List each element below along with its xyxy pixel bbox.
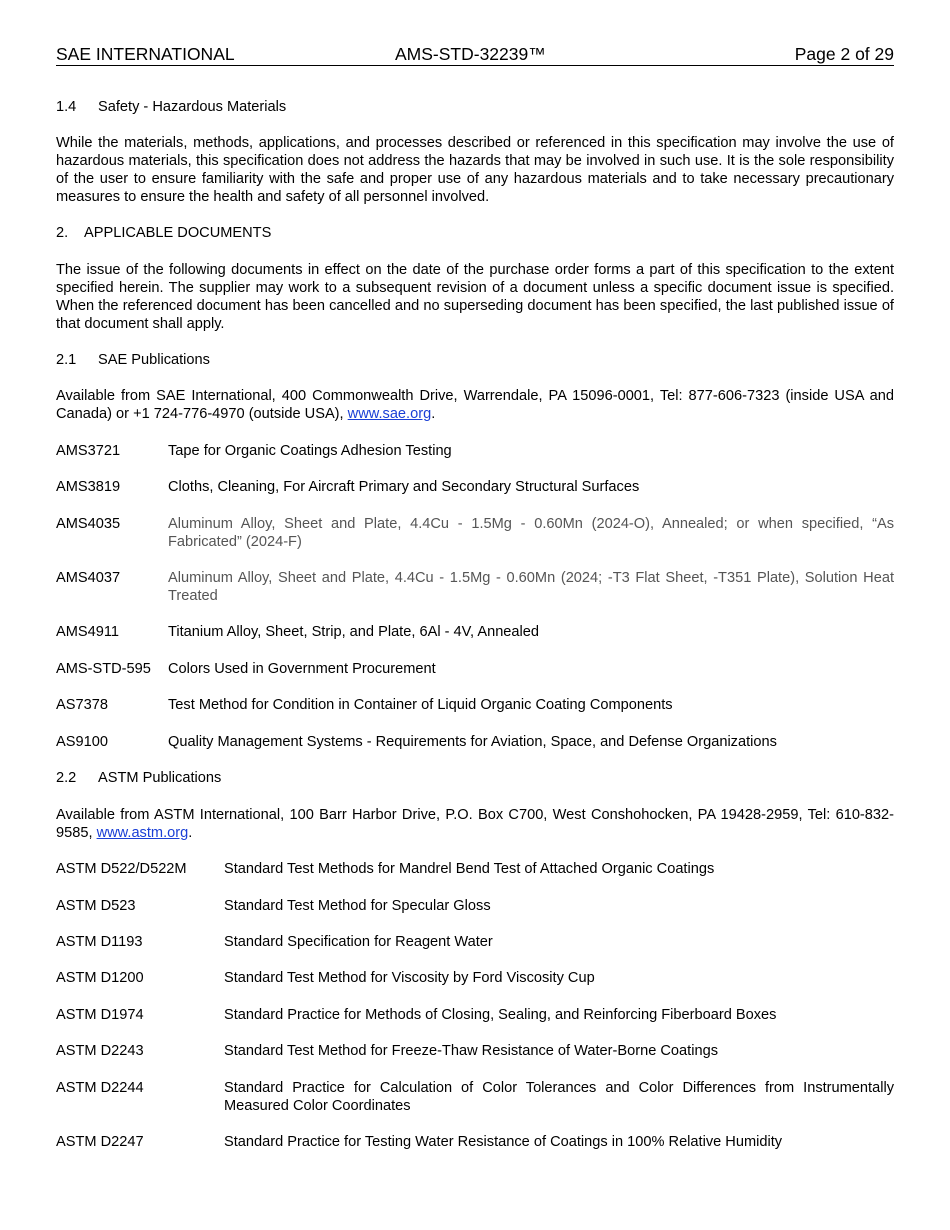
reference-code: AS9100	[56, 734, 108, 750]
sae-website-link[interactable]: www.sae.org	[347, 406, 432, 422]
page-header	[56, 44, 894, 66]
section-heading-2	[56, 224, 894, 242]
reference-title: Titanium Alloy, Sheet, Strip, and Plate, 6Al - 4V, Annealed	[168, 624, 540, 640]
reference-entry	[56, 478, 894, 496]
reference-entry	[56, 1042, 894, 1060]
reference-entry	[56, 660, 894, 678]
reference-code: AMS4911	[56, 624, 120, 640]
reference-code: AS7378	[56, 697, 108, 713]
reference-title: Standard Test Methods for Mandrel Bend Test of Attached Organic Coatings	[224, 861, 715, 877]
astm-availability-text	[56, 806, 894, 842]
reference-entry	[56, 1006, 894, 1024]
reference-code: AMS4035	[56, 516, 121, 532]
reference-title: Standard Test Method for Viscosity by Ford Viscosity Cup	[224, 970, 595, 986]
reference-entry	[56, 897, 894, 915]
reference-code: AMS3819	[56, 479, 121, 495]
reference-title: Aluminum Alloy, Sheet and Plate, 4.4Cu - 1.5Mg - 0.60Mn (2024; -T3 Flat Sheet, -T351 Plate), Solution Heat Treated	[168, 570, 894, 604]
sae-availability-body: Available from SAE International, 400 Commonwealth Drive, Warrendale, PA 15096-0001, Tel: 877-606-7323 (inside USA and Canada) or +1 724-776-4970 (outside USA),	[56, 388, 894, 422]
reference-entry	[56, 696, 894, 714]
reference-title: Quality Management Systems - Requirements for Aviation, Space, and Defense Organizations	[168, 734, 777, 750]
reference-entry	[56, 442, 894, 460]
sae-availability-end: .	[431, 406, 436, 422]
reference-code: AMS-STD-595	[56, 661, 151, 677]
reference-code: ASTM D1193	[56, 934, 143, 950]
reference-title: Standard Practice for Methods of Closing, Sealing, and Reinforcing Fiberboard Boxes	[224, 1007, 777, 1023]
reference-code: ASTM D2247	[56, 1134, 144, 1150]
reference-code: ASTM D2244	[56, 1080, 144, 1096]
section-number: 2.	[56, 225, 69, 241]
header-doc-id: AMS-STD-32239™	[395, 44, 546, 64]
reference-title: Standard Test Method for Freeze-Thaw Resistance of Water-Borne Coatings	[224, 1043, 718, 1059]
reference-code: AMS3721	[56, 443, 121, 459]
reference-code: ASTM D523	[56, 898, 136, 914]
reference-entry	[56, 969, 894, 987]
reference-code: ASTM D2243	[56, 1043, 144, 1059]
reference-title: Standard Practice for Calculation of Color Tolerances and Color Differences from Instrumentally Measured Color Coordinates	[224, 1080, 894, 1114]
astm-availability-end: .	[188, 825, 193, 841]
reference-title: Standard Test Method for Specular Gloss	[224, 898, 491, 914]
astm-website-link[interactable]: www.astm.org	[96, 825, 189, 841]
section-title: ASTM Publications	[98, 770, 222, 786]
reference-code: ASTM D522/D522M	[56, 861, 187, 877]
reference-code: AMS4037	[56, 570, 121, 586]
reference-entry	[56, 623, 894, 641]
section-1-4-body: While the materials, methods, applications, and processes described or referenced in this specification may involve the use of hazardous materials, this specification does not address the hazards that may be involved in such use. It is the sole responsibility of the user to ensure familiarity with the safe and proper use of any hazardous materials and to take necessary precautionary measures to ensure the health and safety of all personnel involved.	[56, 135, 894, 205]
sae-availability-text	[56, 387, 894, 423]
reference-entry	[56, 733, 894, 751]
section-heading-2-2	[56, 769, 894, 787]
reference-title: Cloths, Cleaning, For Aircraft Primary and Secondary Structural Surfaces	[168, 479, 640, 495]
section-2-body: The issue of the following documents in effect on the date of the purchase order forms a part of this specification to the extent specified herein. The supplier may work to a subsequent revision of a document unless a specific document issue is specified. When the referenced document has been cancelled and no superseding document has been specified, the last published issue of that document shall apply.	[56, 262, 894, 332]
section-number: 1.4	[56, 99, 77, 115]
section-number: 2.2	[56, 770, 77, 786]
header-page-number: Page 2 of 29	[794, 44, 894, 64]
section-title: APPLICABLE DOCUMENTS	[84, 225, 272, 241]
reference-entry	[56, 1079, 894, 1115]
reference-title: Standard Specification for Reagent Water	[224, 934, 493, 950]
header-org: SAE INTERNATIONAL	[56, 44, 235, 64]
reference-entry	[56, 569, 894, 605]
reference-entry	[56, 860, 894, 878]
reference-entry	[56, 1133, 894, 1151]
section-heading-1-4	[56, 98, 894, 116]
astm-availability-body: Available from ASTM International, 100 Barr Harbor Drive, P.O. Box C700, West Conshohocken, PA 19428-2959, Tel: 610-832-9585,	[56, 807, 894, 841]
section-title: SAE Publications	[98, 352, 210, 368]
section-number: 2.1	[56, 352, 77, 368]
reference-title: Standard Practice for Testing Water Resistance of Coatings in 100% Relative Humidity	[224, 1134, 783, 1150]
reference-title: Test Method for Condition in Container of Liquid Organic Coating Components	[168, 697, 673, 713]
reference-code: ASTM D1974	[56, 1007, 144, 1023]
reference-entry	[56, 933, 894, 951]
reference-title: Colors Used in Government Procurement	[168, 661, 436, 677]
reference-entry	[56, 515, 894, 551]
reference-title: Tape for Organic Coatings Adhesion Testing	[168, 443, 452, 459]
section-heading-2-1	[56, 351, 894, 369]
reference-code: ASTM D1200	[56, 970, 144, 986]
reference-title: Aluminum Alloy, Sheet and Plate, 4.4Cu - 1.5Mg - 0.60Mn (2024-O), Annealed; or when specified, “As Fabricated” (2024-F)	[168, 516, 894, 550]
section-title: Safety - Hazardous Materials	[98, 99, 287, 115]
